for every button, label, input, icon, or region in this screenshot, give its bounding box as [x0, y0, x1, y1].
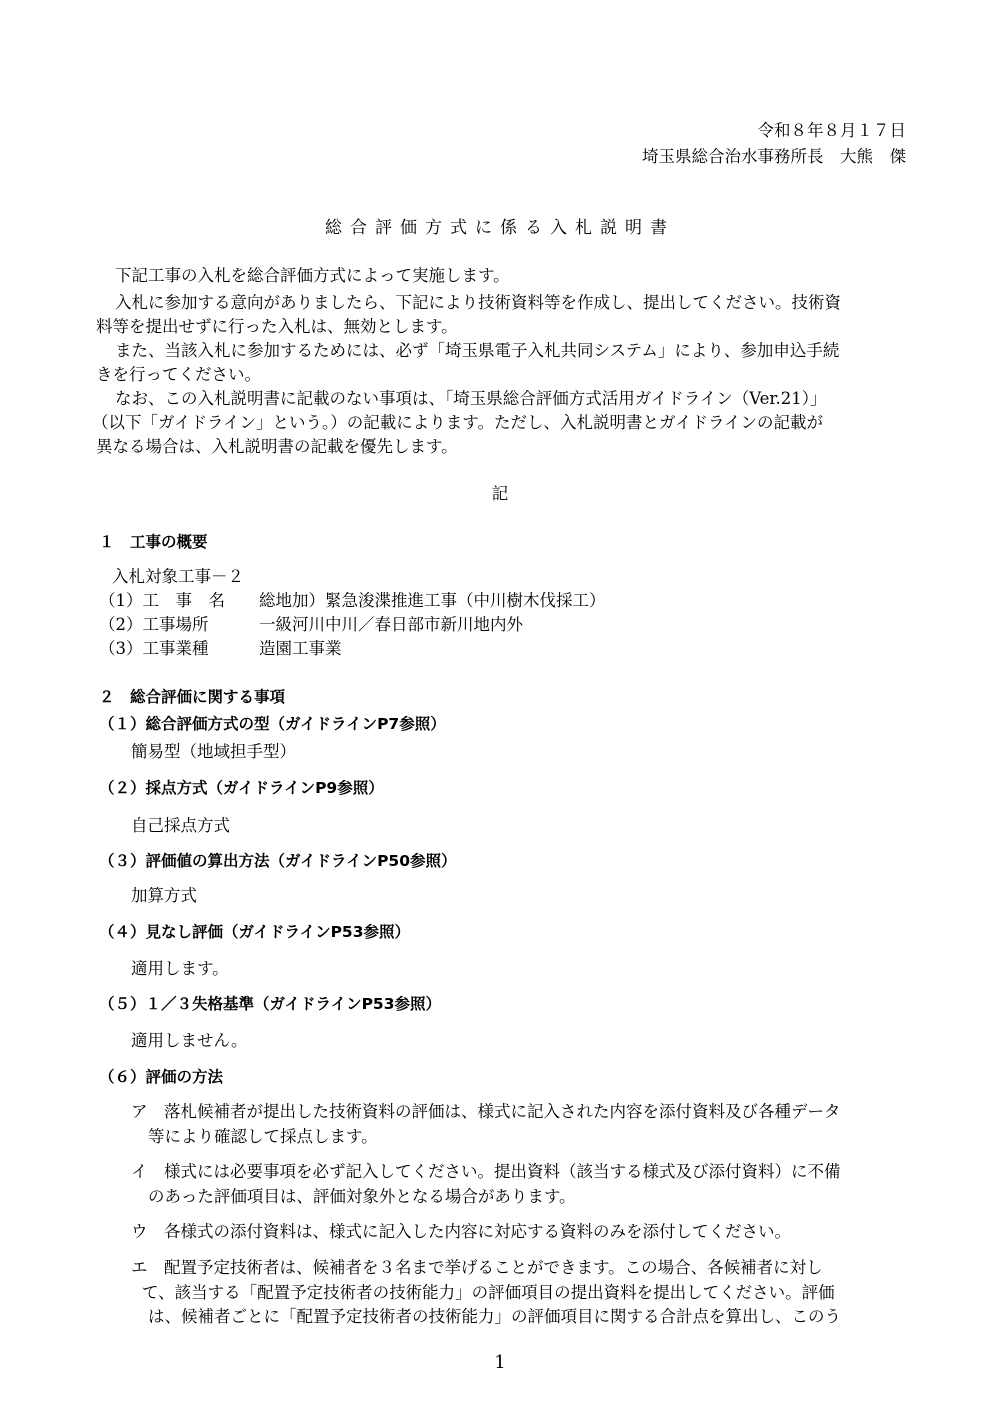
subsection-body: 自己採点方式 [131, 816, 230, 835]
method-line: ア 落札候補者が提出した技術資料の評価は、様式に記入された内容を添付資料及び各種データ [131, 1102, 841, 1121]
intro-line: 下記工事の入札を総合評価方式によって実施します。 [115, 266, 510, 285]
subsection-body: 適用します。 [131, 959, 229, 978]
document-date: 令和８年８月１７日 [757, 121, 906, 140]
work-row-label: （2）工事場所 [99, 615, 209, 634]
method-line: て、該当する「配置予定技術者の技術能力」の評価項目の提出資料を提出してください。評価 [142, 1283, 835, 1302]
method-line: ウ 各様式の添付資料は、様式に記入した内容に対応する資料のみを添付してください。 [131, 1222, 791, 1241]
intro-line: （以下「ガイドライン」という。）の記載によります。ただし、入札説明書とガイドラインの記載が [92, 413, 823, 432]
method-line: 等により確認して採点します。 [148, 1127, 378, 1146]
section-heading: ２ 総合評価に関する事項 [99, 688, 286, 706]
work-row-value: 造園工事業 [259, 639, 342, 658]
subsection-heading: （２）採点方式（ガイドラインP9参照） [99, 779, 384, 797]
page-number: 1 [494, 1352, 506, 1373]
work-row-value: 総地加）緊急浚渫推進工事（中川樹木伐採工） [259, 591, 606, 610]
intro-line: なお、この入札説明書に記載のない事項は、「埼玉県総合評価方式活用ガイドライン（Ver.21）」 [115, 389, 827, 408]
issuer-name: 埼玉県総合治水事務所長 大熊 傑 [642, 147, 906, 166]
subsection-body: 簡易型（地域担手型） [131, 742, 296, 761]
work-row [99, 614, 523, 636]
intro-line: 入札に参加する意向がありましたら、下記により技術資料等を作成し、提出してください。技術資 [115, 293, 841, 312]
intro-line: 料等を提出せずに行った入札は、無効とします。 [96, 317, 458, 336]
work-row [99, 590, 606, 612]
subsection-heading: （６）評価の方法 [99, 1068, 224, 1086]
method-line: イ 様式には必要事項を必ず記入してください。提出資料（該当する様式及び添付資料）に不備 [131, 1162, 841, 1181]
work-row-label: （1）工 事 名 [99, 591, 225, 610]
subsection-heading: （３）評価値の算出方法（ガイドラインP50参照） [99, 852, 457, 870]
method-line: のあった評価項目は、評価対象外となる場合があります。 [148, 1187, 576, 1206]
ki-marker: 記 [491, 484, 509, 503]
intro-line: 異なる場合は、入札説明書の記載を優先します。 [96, 437, 458, 456]
work-row-label: （3）工事業種 [99, 639, 209, 658]
work-row-value: 一級河川中川／春日部市新川地内外 [259, 615, 523, 634]
subsection-heading: （４）見なし評価（ガイドラインP53参照） [99, 923, 411, 941]
work-row [99, 638, 342, 660]
section-heading: １ 工事の概要 [99, 533, 208, 551]
subsection-heading: （１）総合評価方式の型（ガイドラインP7参照） [99, 715, 446, 733]
method-line: エ 配置予定技術者は、候補者を３名まで挙げることができます。この場合、各候補者に対し [131, 1258, 823, 1277]
subsection-heading: （５）１／３失格基準（ガイドラインP53参照） [99, 995, 442, 1013]
subsection-body: 適用しません。 [131, 1031, 248, 1050]
subsection-body: 加算方式 [131, 886, 197, 905]
intro-line: きを行ってください。 [96, 365, 261, 384]
method-line: は、候補者ごとに「配置予定技術者の技術能力」の評価項目に関する合計点を算出し、このう [148, 1307, 841, 1326]
bid-subject: 入札対象工事－２ [112, 567, 244, 586]
intro-line: また、当該入札に参加するためには、必ず「埼玉県電子入札共同システム」により、参加申込手続 [115, 341, 840, 360]
document-title: 総合評価方式に係る入札説明書 [325, 218, 675, 238]
